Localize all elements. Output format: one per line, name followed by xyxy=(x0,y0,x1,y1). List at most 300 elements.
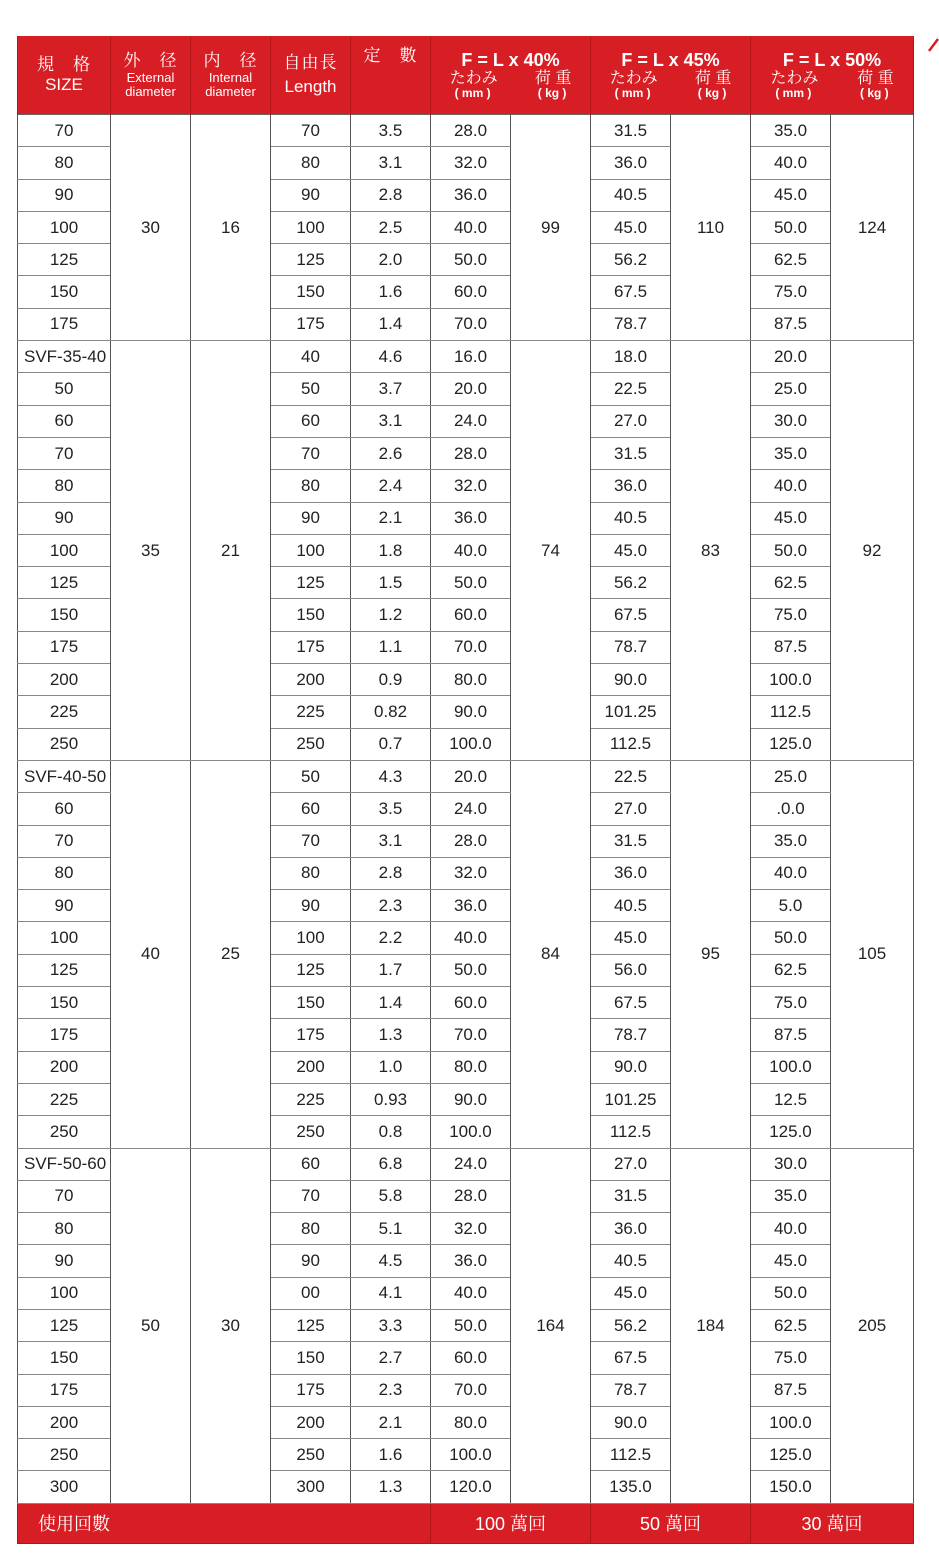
size-cell: 100 xyxy=(18,1277,111,1309)
size-cell: 100 xyxy=(18,922,111,954)
length-cell: 150 xyxy=(271,987,351,1019)
table-row xyxy=(18,341,914,373)
deflection-50-cell: 40.0 xyxy=(751,470,831,502)
size-cell: 90 xyxy=(18,890,111,922)
table-row xyxy=(18,115,914,147)
size-cell: 80 xyxy=(18,147,111,179)
constant-cell: 4.5 xyxy=(351,1245,431,1277)
inner-diameter-cell: 16 xyxy=(191,115,271,341)
size-cell: 60 xyxy=(18,793,111,825)
deflection-45-cell: 112.5 xyxy=(591,1116,671,1148)
constant-cell: 3.1 xyxy=(351,405,431,437)
constant-cell: 1.6 xyxy=(351,276,431,308)
size-cell: 70 xyxy=(18,825,111,857)
deflection-40-cell: 36.0 xyxy=(431,1245,511,1277)
size-cell: SVF-50-60 xyxy=(18,1148,111,1180)
footer-cycles-40: 100 萬回 xyxy=(431,1503,591,1543)
length-cell: 80 xyxy=(271,147,351,179)
length-cell: 175 xyxy=(271,1019,351,1051)
deflection-50-cell: 40.0 xyxy=(751,857,831,889)
header-deflection-50 xyxy=(751,36,914,115)
deflection-50-cell: 75.0 xyxy=(751,599,831,631)
table-body xyxy=(18,115,914,1504)
size-cell: 70 xyxy=(18,115,111,147)
length-cell: 100 xyxy=(271,211,351,243)
deflection-40-cell: 100.0 xyxy=(431,1116,511,1148)
deflection-45-cell: 90.0 xyxy=(591,1406,671,1438)
size-cell: 125 xyxy=(18,244,111,276)
header-45-defl: たわみ xyxy=(609,70,658,87)
length-cell: 80 xyxy=(271,857,351,889)
deflection-50-cell: 100.0 xyxy=(751,1406,831,1438)
table-header xyxy=(18,36,914,115)
length-cell: 80 xyxy=(271,1213,351,1245)
deflection-45-cell: 45.0 xyxy=(591,534,671,566)
header-45-load: 荷 重 xyxy=(694,70,732,87)
constant-cell: 2.1 xyxy=(351,1406,431,1438)
size-cell: 175 xyxy=(18,308,111,340)
size-cell: 250 xyxy=(18,728,111,760)
size-cell: 125 xyxy=(18,954,111,986)
load-50-cell: 124 xyxy=(831,115,914,341)
deflection-45-cell: 27.0 xyxy=(591,1148,671,1180)
header-constant xyxy=(351,36,431,115)
constant-cell: 3.5 xyxy=(351,115,431,147)
constant-cell: 1.7 xyxy=(351,954,431,986)
size-cell: 70 xyxy=(18,1180,111,1212)
size-cell: SVF-35-40 xyxy=(18,341,111,373)
deflection-50-cell: 35.0 xyxy=(751,1180,831,1212)
length-cell: 250 xyxy=(271,1116,351,1148)
deflection-40-cell: 28.0 xyxy=(431,115,511,147)
header-50-load: 荷 重 xyxy=(857,70,894,87)
deflection-50-cell: 45.0 xyxy=(751,1245,831,1277)
constant-cell: 1.1 xyxy=(351,631,431,663)
length-cell: 300 xyxy=(271,1471,351,1503)
load-45-cell: 83 xyxy=(671,341,751,761)
deflection-50-cell: 75.0 xyxy=(751,987,831,1019)
header-45-load-unit: ( kg ) xyxy=(697,86,727,100)
constant-cell: 1.6 xyxy=(351,1439,431,1471)
deflection-45-cell: 22.5 xyxy=(591,373,671,405)
corner-decoration xyxy=(928,38,939,52)
constant-cell: 3.7 xyxy=(351,373,431,405)
deflection-50-cell: 40.0 xyxy=(751,1213,831,1245)
length-cell: 90 xyxy=(271,502,351,534)
header-id-en1: Internal xyxy=(208,70,253,85)
header-free-length xyxy=(271,36,351,115)
size-cell: 100 xyxy=(18,211,111,243)
deflection-45-cell: 45.0 xyxy=(591,211,671,243)
deflection-50-cell: 62.5 xyxy=(751,567,831,599)
deflection-50-cell: 35.0 xyxy=(751,437,831,469)
length-cell: 50 xyxy=(271,760,351,792)
size-cell: 150 xyxy=(18,1342,111,1374)
length-cell: 125 xyxy=(271,1309,351,1341)
constant-cell: 2.1 xyxy=(351,502,431,534)
constant-cell: 1.2 xyxy=(351,599,431,631)
deflection-45-cell: 36.0 xyxy=(591,147,671,179)
deflection-40-cell: 20.0 xyxy=(431,373,511,405)
deflection-50-cell: 87.5 xyxy=(751,1374,831,1406)
load-40-cell: 74 xyxy=(511,341,591,761)
constant-cell: 3.5 xyxy=(351,793,431,825)
length-cell: 150 xyxy=(271,1342,351,1374)
load-45-cell: 95 xyxy=(671,760,751,1148)
length-cell: 100 xyxy=(271,922,351,954)
constant-cell: 4.3 xyxy=(351,760,431,792)
deflection-50-cell: 40.0 xyxy=(751,147,831,179)
deflection-45-cell: 78.7 xyxy=(591,308,671,340)
deflection-45-cell: 36.0 xyxy=(591,1213,671,1245)
deflection-40-cell: 36.0 xyxy=(431,890,511,922)
deflection-50-cell: 100.0 xyxy=(751,1051,831,1083)
deflection-40-cell: 40.0 xyxy=(431,922,511,954)
header-deflection-40 xyxy=(431,36,591,115)
header-inner-diameter xyxy=(191,36,271,115)
table-row xyxy=(18,760,914,792)
deflection-40-cell: 24.0 xyxy=(431,793,511,825)
deflection-45-cell: 31.5 xyxy=(591,115,671,147)
deflection-40-cell: 70.0 xyxy=(431,631,511,663)
deflection-45-cell: 31.5 xyxy=(591,437,671,469)
header-od-en2: diameter xyxy=(125,84,176,99)
header-od-en1: External xyxy=(126,70,175,85)
deflection-45-cell: 40.5 xyxy=(591,1245,671,1277)
length-cell: 40 xyxy=(271,341,351,373)
deflection-50-cell: 75.0 xyxy=(751,276,831,308)
constant-cell: 4.6 xyxy=(351,341,431,373)
deflection-45-cell: 40.5 xyxy=(591,890,671,922)
deflection-50-cell: 50.0 xyxy=(751,922,831,954)
deflection-40-cell: 90.0 xyxy=(431,696,511,728)
outer-diameter-cell: 50 xyxy=(111,1148,191,1503)
deflection-50-cell: 25.0 xyxy=(751,760,831,792)
length-cell: 125 xyxy=(271,244,351,276)
header-length-jp: 自由長 xyxy=(283,53,338,72)
length-cell: 175 xyxy=(271,1374,351,1406)
size-cell: 250 xyxy=(18,1116,111,1148)
constant-cell: 2.3 xyxy=(351,890,431,922)
deflection-50-cell: 100.0 xyxy=(751,664,831,696)
deflection-40-cell: 28.0 xyxy=(431,1180,511,1212)
constant-cell: 3.3 xyxy=(351,1309,431,1341)
constant-cell: 2.0 xyxy=(351,244,431,276)
size-cell: 60 xyxy=(18,405,111,437)
outer-diameter-cell: 35 xyxy=(111,341,191,761)
load-45-cell: 110 xyxy=(671,115,751,341)
deflection-40-cell: 32.0 xyxy=(431,1213,511,1245)
header-40-defl-unit: ( mm ) xyxy=(454,86,491,100)
deflection-50-cell: 87.5 xyxy=(751,308,831,340)
constant-cell: 2.4 xyxy=(351,470,431,502)
deflection-40-cell: 16.0 xyxy=(431,341,511,373)
length-cell: 225 xyxy=(271,1083,351,1115)
length-cell: 60 xyxy=(271,405,351,437)
deflection-50-cell: .0.0 xyxy=(751,793,831,825)
constant-cell: 0.7 xyxy=(351,728,431,760)
deflection-40-cell: 36.0 xyxy=(431,179,511,211)
constant-cell: 2.3 xyxy=(351,1374,431,1406)
deflection-40-cell: 70.0 xyxy=(431,1374,511,1406)
deflection-45-cell: 45.0 xyxy=(591,1277,671,1309)
deflection-50-cell: 45.0 xyxy=(751,179,831,211)
deflection-50-cell: 87.5 xyxy=(751,1019,831,1051)
constant-cell: 0.9 xyxy=(351,664,431,696)
header-id-en2: diameter xyxy=(205,84,256,99)
length-cell: 125 xyxy=(271,567,351,599)
deflection-50-cell: 12.5 xyxy=(751,1083,831,1115)
size-cell: 150 xyxy=(18,599,111,631)
inner-diameter-cell: 21 xyxy=(191,341,271,761)
deflection-40-cell: 50.0 xyxy=(431,567,511,599)
deflection-45-cell: 56.0 xyxy=(591,954,671,986)
deflection-45-cell: 90.0 xyxy=(591,1051,671,1083)
deflection-40-cell: 80.0 xyxy=(431,664,511,696)
deflection-45-cell: 135.0 xyxy=(591,1471,671,1503)
deflection-45-cell: 36.0 xyxy=(591,857,671,889)
size-cell: 250 xyxy=(18,1439,111,1471)
length-cell: 70 xyxy=(271,1180,351,1212)
table-row xyxy=(18,1148,914,1180)
constant-cell: 1.3 xyxy=(351,1471,431,1503)
deflection-50-cell: 125.0 xyxy=(751,728,831,760)
size-cell: 200 xyxy=(18,1051,111,1083)
length-cell: 70 xyxy=(271,825,351,857)
size-cell: SVF-40-50 xyxy=(18,760,111,792)
constant-cell: 1.0 xyxy=(351,1051,431,1083)
spring-spec-table xyxy=(17,36,914,1544)
size-cell: 175 xyxy=(18,1019,111,1051)
load-40-cell: 84 xyxy=(511,760,591,1148)
header-constant-jp: 定 數 xyxy=(363,46,418,65)
deflection-40-cell: 60.0 xyxy=(431,599,511,631)
deflection-50-cell: 35.0 xyxy=(751,115,831,147)
constant-cell: 2.7 xyxy=(351,1342,431,1374)
deflection-50-cell: 112.5 xyxy=(751,696,831,728)
deflection-40-cell: 24.0 xyxy=(431,405,511,437)
length-cell: 150 xyxy=(271,599,351,631)
header-id-jp: 内 径 xyxy=(203,51,258,70)
length-cell: 50 xyxy=(271,373,351,405)
deflection-40-cell: 70.0 xyxy=(431,308,511,340)
size-cell: 125 xyxy=(18,1309,111,1341)
constant-cell: 4.1 xyxy=(351,1277,431,1309)
deflection-45-cell: 45.0 xyxy=(591,922,671,954)
deflection-40-cell: 50.0 xyxy=(431,1309,511,1341)
constant-cell: 1.8 xyxy=(351,534,431,566)
size-cell: 90 xyxy=(18,502,111,534)
deflection-40-cell: 40.0 xyxy=(431,211,511,243)
size-cell: 80 xyxy=(18,857,111,889)
size-cell: 90 xyxy=(18,1245,111,1277)
load-45-cell: 184 xyxy=(671,1148,751,1503)
deflection-45-cell: 18.0 xyxy=(591,341,671,373)
deflection-40-cell: 40.0 xyxy=(431,1277,511,1309)
deflection-40-cell: 24.0 xyxy=(431,1148,511,1180)
length-cell: 250 xyxy=(271,728,351,760)
constant-cell: 2.8 xyxy=(351,179,431,211)
deflection-45-cell: 56.2 xyxy=(591,567,671,599)
header-40-defl: たわみ xyxy=(449,70,498,87)
size-cell: 200 xyxy=(18,664,111,696)
size-cell: 90 xyxy=(18,179,111,211)
size-cell: 175 xyxy=(18,1374,111,1406)
length-cell: 175 xyxy=(271,631,351,663)
deflection-45-cell: 78.7 xyxy=(591,1374,671,1406)
size-cell: 70 xyxy=(18,437,111,469)
deflection-50-cell: 25.0 xyxy=(751,373,831,405)
length-cell: 60 xyxy=(271,793,351,825)
deflection-50-cell: 125.0 xyxy=(751,1439,831,1471)
deflection-45-cell: 78.7 xyxy=(591,631,671,663)
deflection-45-cell: 78.7 xyxy=(591,1019,671,1051)
constant-cell: 6.8 xyxy=(351,1148,431,1180)
deflection-50-cell: 35.0 xyxy=(751,825,831,857)
length-cell: 175 xyxy=(271,308,351,340)
constant-cell: 5.1 xyxy=(351,1213,431,1245)
deflection-45-cell: 40.5 xyxy=(591,179,671,211)
deflection-40-cell: 32.0 xyxy=(431,857,511,889)
deflection-45-cell: 67.5 xyxy=(591,1342,671,1374)
deflection-50-cell: 62.5 xyxy=(751,244,831,276)
load-40-cell: 164 xyxy=(511,1148,591,1503)
deflection-40-cell: 60.0 xyxy=(431,276,511,308)
deflection-45-cell: 67.5 xyxy=(591,987,671,1019)
deflection-40-cell: 60.0 xyxy=(431,1342,511,1374)
size-cell: 150 xyxy=(18,987,111,1019)
deflection-50-cell: 75.0 xyxy=(751,1342,831,1374)
deflection-45-cell: 40.5 xyxy=(591,502,671,534)
size-cell: 125 xyxy=(18,567,111,599)
deflection-40-cell: 80.0 xyxy=(431,1051,511,1083)
length-cell: 70 xyxy=(271,437,351,469)
constant-cell: 0.8 xyxy=(351,1116,431,1148)
length-cell: 80 xyxy=(271,470,351,502)
load-50-cell: 105 xyxy=(831,760,914,1148)
header-size-jp: 規 格 xyxy=(37,55,91,74)
length-cell: 100 xyxy=(271,534,351,566)
constant-cell: 1.4 xyxy=(351,987,431,1019)
footer-cycles-50: 30 萬回 xyxy=(751,1503,914,1543)
deflection-40-cell: 80.0 xyxy=(431,1406,511,1438)
size-cell: 225 xyxy=(18,1083,111,1115)
constant-cell: 2.8 xyxy=(351,857,431,889)
outer-diameter-cell: 40 xyxy=(111,760,191,1148)
deflection-45-cell: 101.25 xyxy=(591,1083,671,1115)
constant-cell: 2.6 xyxy=(351,437,431,469)
deflection-40-cell: 50.0 xyxy=(431,244,511,276)
deflection-50-cell: 5.0 xyxy=(751,890,831,922)
deflection-45-cell: 112.5 xyxy=(591,1439,671,1471)
size-cell: 200 xyxy=(18,1406,111,1438)
deflection-50-cell: 50.0 xyxy=(751,1277,831,1309)
header-50-defl-unit: ( mm ) xyxy=(775,86,812,100)
header-50-defl: たわみ xyxy=(770,70,819,87)
deflection-40-cell: 100.0 xyxy=(431,728,511,760)
deflection-45-cell: 67.5 xyxy=(591,276,671,308)
length-cell: 70 xyxy=(271,115,351,147)
deflection-40-cell: 32.0 xyxy=(431,470,511,502)
header-40-load-unit: ( kg ) xyxy=(537,86,567,100)
deflection-50-cell: 30.0 xyxy=(751,1148,831,1180)
constant-cell: 2.2 xyxy=(351,922,431,954)
deflection-45-cell: 31.5 xyxy=(591,1180,671,1212)
length-cell: 150 xyxy=(271,276,351,308)
deflection-45-cell: 101.25 xyxy=(591,696,671,728)
length-cell: 200 xyxy=(271,1406,351,1438)
length-cell: 200 xyxy=(271,1051,351,1083)
size-cell: 225 xyxy=(18,696,111,728)
deflection-40-cell: 20.0 xyxy=(431,760,511,792)
deflection-45-cell: 67.5 xyxy=(591,599,671,631)
deflection-40-cell: 50.0 xyxy=(431,954,511,986)
deflection-40-cell: 60.0 xyxy=(431,987,511,1019)
deflection-45-cell: 31.5 xyxy=(591,825,671,857)
length-cell: 250 xyxy=(271,1439,351,1471)
load-40-cell: 99 xyxy=(511,115,591,341)
length-cell: 60 xyxy=(271,1148,351,1180)
deflection-45-cell: 56.2 xyxy=(591,1309,671,1341)
size-cell: 80 xyxy=(18,1213,111,1245)
deflection-40-cell: 36.0 xyxy=(431,502,511,534)
load-50-cell: 92 xyxy=(831,341,914,761)
length-cell: 125 xyxy=(271,954,351,986)
length-cell: 200 xyxy=(271,664,351,696)
header-od-jp: 外 径 xyxy=(123,51,178,70)
deflection-50-cell: 45.0 xyxy=(751,502,831,534)
deflection-40-cell: 32.0 xyxy=(431,147,511,179)
constant-cell: 1.4 xyxy=(351,308,431,340)
deflection-40-cell: 28.0 xyxy=(431,825,511,857)
deflection-40-cell: 40.0 xyxy=(431,534,511,566)
inner-diameter-cell: 25 xyxy=(191,760,271,1148)
constant-cell: 0.93 xyxy=(351,1083,431,1115)
inner-diameter-cell: 30 xyxy=(191,1148,271,1503)
header-50-title: F = L x 50% xyxy=(782,50,882,70)
deflection-40-cell: 90.0 xyxy=(431,1083,511,1115)
header-size-en: SIZE xyxy=(45,75,83,94)
deflection-45-cell: 22.5 xyxy=(591,760,671,792)
constant-cell: 2.5 xyxy=(351,211,431,243)
length-cell: 225 xyxy=(271,696,351,728)
length-cell: 90 xyxy=(271,890,351,922)
size-cell: 100 xyxy=(18,534,111,566)
deflection-45-cell: 56.2 xyxy=(591,244,671,276)
deflection-40-cell: 100.0 xyxy=(431,1439,511,1471)
header-length-en: Length xyxy=(284,77,337,96)
footer-label: 使用回數 xyxy=(18,1503,431,1543)
deflection-50-cell: 150.0 xyxy=(751,1471,831,1503)
size-cell: 175 xyxy=(18,631,111,663)
size-cell: 80 xyxy=(18,470,111,502)
length-cell: 90 xyxy=(271,1245,351,1277)
deflection-50-cell: 30.0 xyxy=(751,405,831,437)
header-40-load: 荷 重 xyxy=(534,70,572,87)
load-50-cell: 205 xyxy=(831,1148,914,1503)
table-footer xyxy=(18,1503,914,1543)
constant-cell: 3.1 xyxy=(351,147,431,179)
constant-cell: 1.5 xyxy=(351,567,431,599)
header-40-title: F = L x 40% xyxy=(461,50,560,70)
length-cell: 00 xyxy=(271,1277,351,1309)
constant-cell: 5.8 xyxy=(351,1180,431,1212)
header-50-load-unit: ( kg ) xyxy=(859,86,889,100)
deflection-45-cell: 90.0 xyxy=(591,664,671,696)
deflection-40-cell: 28.0 xyxy=(431,437,511,469)
size-cell: 50 xyxy=(18,373,111,405)
deflection-50-cell: 20.0 xyxy=(751,341,831,373)
